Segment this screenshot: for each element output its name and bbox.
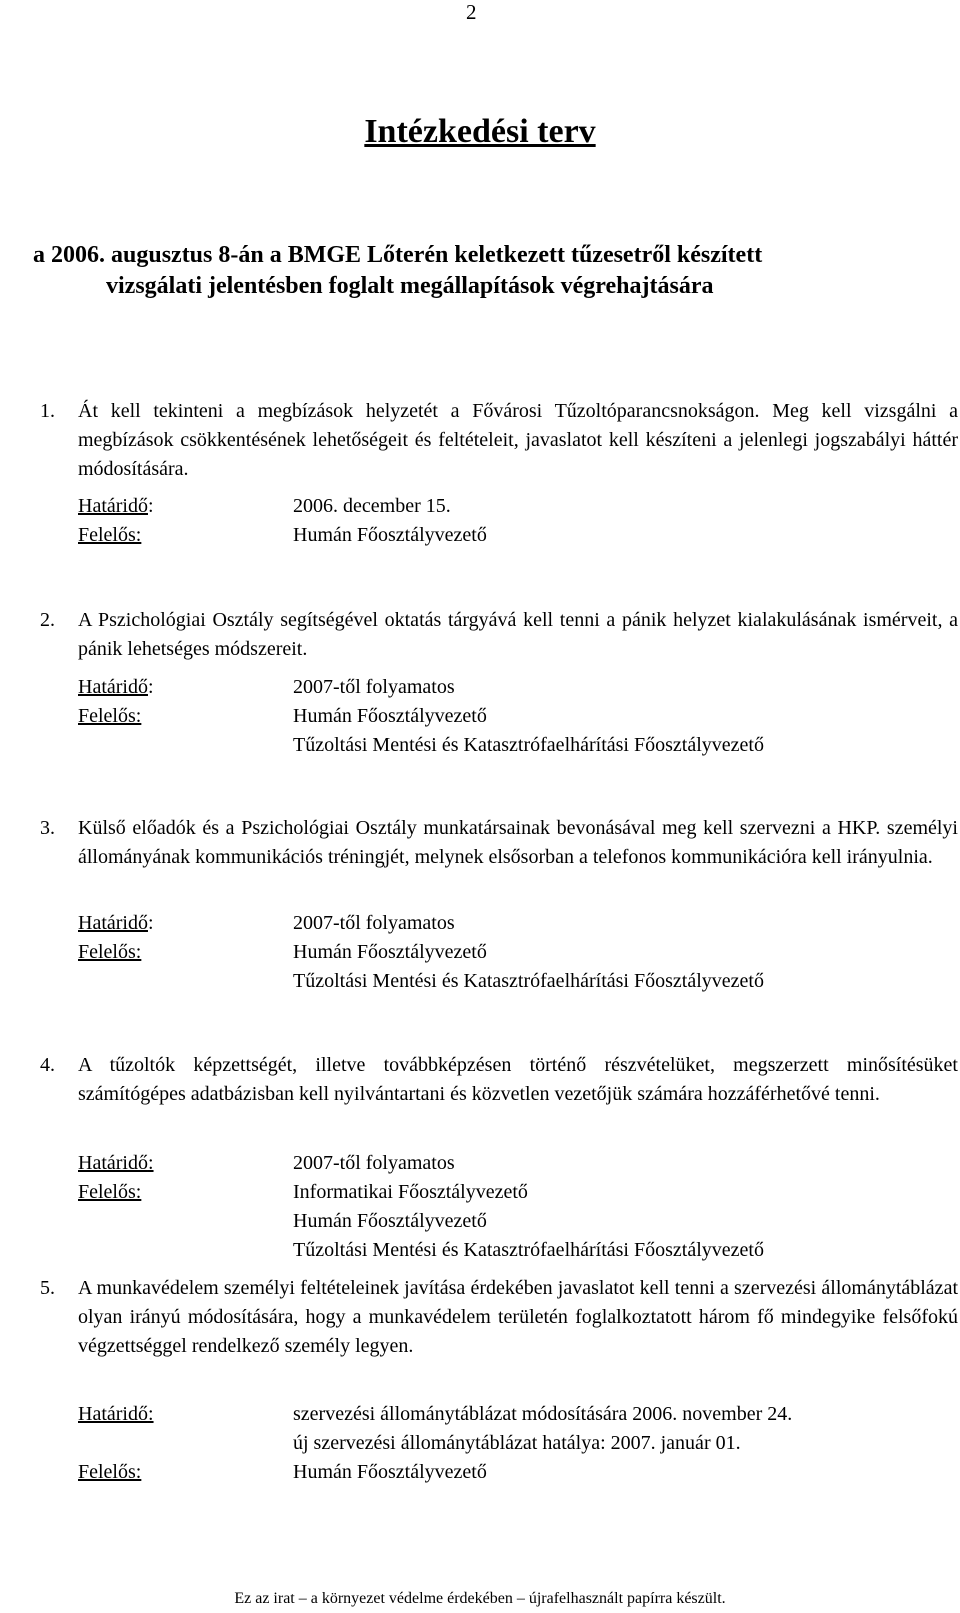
deadline-label: Határidő xyxy=(78,495,148,517)
responsible-value: Tűzoltási Mentési és Katasztrófaelhárítási Főosztályvezető xyxy=(293,734,764,756)
deadline-label: Határidő xyxy=(78,1403,148,1425)
deadline-value: szervezési állománytáblázat módosítására 2006. november 24. xyxy=(293,1403,793,1425)
action-item-3 xyxy=(40,814,958,872)
responsible-label: Felelős: xyxy=(78,705,142,727)
responsible-label: Felelős: xyxy=(78,1181,142,1203)
deadline-label: Határidő xyxy=(78,912,148,934)
responsible-value: Humán Főosztályvezető xyxy=(293,705,487,727)
deadline-value: új szervezési állománytáblázat hatálya: 2007. január 01. xyxy=(293,1432,741,1454)
action-item-5 xyxy=(40,1274,958,1361)
responsible-value: Informatikai Főosztályvezető xyxy=(293,1181,528,1203)
deadline-label: Határidő xyxy=(78,1152,148,1174)
item-number: 4. xyxy=(40,1054,55,1076)
item-text: A munkavédelem személyi feltételeinek javítása érdekében javaslatot kell tenni a szervezési állománytáblázat olyan irányú módosítására, hogy a munkavédelem területén foglalkoztatott három fő mindegyike felsőfokú végzettséggel rendelkező személy legyen. xyxy=(78,1277,958,1357)
action-item-2 xyxy=(40,606,958,664)
responsible-label: Felelős: xyxy=(78,941,142,963)
document-subtitle xyxy=(33,240,933,302)
action-item-1 xyxy=(40,397,958,484)
responsible-value: Humán Főosztályvezető xyxy=(293,1210,487,1232)
item-number: 2. xyxy=(40,609,55,631)
item-text: A tűzoltók képzettségét, illetve továbbképzésen történő részvételüket, megszerzett minősítésüket számítógépes adatbázisban kell nyilvántartani és közvetlen vezetőjük számára hozzáférhetővé tenni. xyxy=(78,1054,958,1105)
action-item-4 xyxy=(40,1051,958,1109)
page-number: 2 xyxy=(466,0,477,24)
responsible-value: Humán Főosztályvezető xyxy=(293,1461,487,1483)
subtitle-line-1: a 2006. augusztus 8-án a BMGE Lőterén keletkezett tűzesetről készített xyxy=(33,242,763,268)
deadline-value: 2007-től folyamatos xyxy=(293,1152,455,1174)
item-number: 5. xyxy=(40,1277,55,1299)
item-text: Külső előadók és a Pszichológiai Osztály munkatársainak bevonásával meg kell szervezni a HKP. személyi állományának kommunikációs tréningjét, melynek elsősorban a telefonos kommunikációra kell irányulnia. xyxy=(78,817,958,868)
responsible-label: Felelős: xyxy=(78,1461,142,1483)
page-footer: Ez az irat – a környezet védelme érdekében – újrafelhasznált papírra készült. xyxy=(234,1590,726,1607)
deadline-value: 2007-től folyamatos xyxy=(293,676,455,698)
item-number: 3. xyxy=(40,817,55,839)
responsible-value: Tűzoltási Mentési és Katasztrófaelhárítási Főosztályvezető xyxy=(293,1239,764,1261)
item-text: Át kell tekinteni a megbízások helyzetét a Fővárosi Tűzoltóparancsnokságon. Meg kell vizsgálni a megbízások csökkentésének lehetőségeit és feltételeit, javaslatot kell készíteni a jelenlegi jogszabályi háttér módosítására. xyxy=(78,400,958,480)
deadline-label: Határidő xyxy=(78,676,148,698)
responsible-label: Felelős: xyxy=(78,524,142,546)
deadline-value: 2007-től folyamatos xyxy=(293,912,455,934)
document-title: Intézkedési terv xyxy=(364,113,596,150)
responsible-value: Humán Főosztályvezető xyxy=(293,524,487,546)
responsible-value: Tűzoltási Mentési és Katasztrófaelhárítási Főosztályvezető xyxy=(293,970,764,992)
deadline-value: 2006. december 15. xyxy=(293,495,451,517)
item-number: 1. xyxy=(40,400,55,422)
responsible-value: Humán Főosztályvezető xyxy=(293,941,487,963)
item-text: A Pszichológiai Osztály segítségével oktatás tárgyává kell tenni a pánik helyzet kialakulásának ismérveit, a pánik lehetséges módszereit. xyxy=(78,609,958,660)
subtitle-line-2: vizsgálati jelentésben foglalt megállapítások végrehajtására xyxy=(106,273,714,299)
